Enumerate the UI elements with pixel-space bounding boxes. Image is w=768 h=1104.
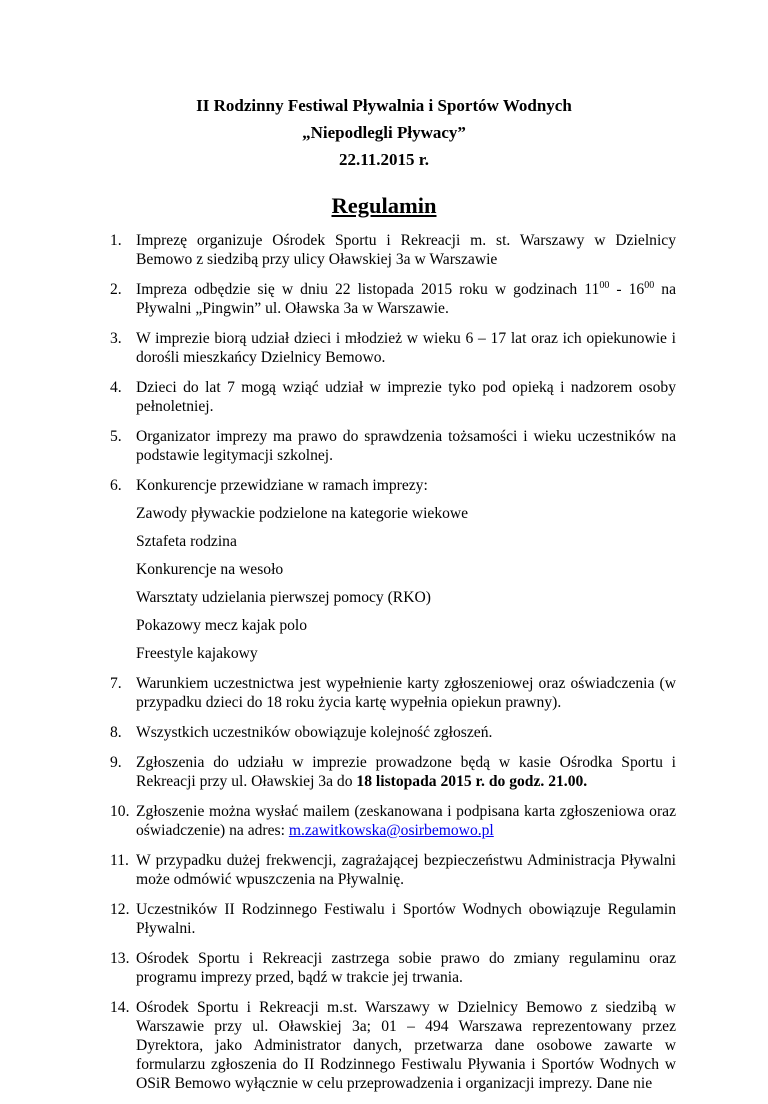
item-number: 2.	[110, 281, 122, 298]
item-number: 10.	[110, 803, 130, 820]
item-text: W imprezie biorą udział dzieci i młodzież w wieku 6 – 17 lat oraz ich opiekunowie i dorośli mieszkańcy Dzielnicy Bemowo.	[136, 330, 676, 366]
time-superscript: 00	[599, 279, 610, 291]
item-text: Organizator imprezy ma prawo do sprawdzenia tożsamości i wieku uczestników na podstawie legitymacji szkolnej.	[136, 428, 676, 464]
item-text: Ośrodek Sportu i Rekreacji m.st. Warszawy w Dzielnicy Bemowo z siedzibą w Warszawie przy ul. Oławskiej 3a; 01 – 494 Warszawa reprezentowany przez Dyrektora, jako Administrator danych, przetwarza dane osobowe zawarte w formularzu zgłoszenia do II Rodzinnego Festiwalu Pływania i Sportów Wodnych w OSiR Bemowo wyłącznie w celu przeprowadzenia i organizacji imprezy. Dane nie	[136, 999, 676, 1092]
list-item	[0, 900, 768, 938]
competition-item: Sztafeta rodzina	[136, 533, 237, 550]
list-item	[0, 753, 768, 791]
competition-item: Warsztaty udzielania pierwszej pomocy (RKO)	[136, 589, 431, 606]
list-item	[0, 378, 768, 416]
event-date: 22.11.2015 r.	[338, 150, 430, 169]
item-text-part: Impreza odbędzie się w dniu 22 listopada 2015 roku w godzinach 11	[136, 281, 600, 298]
item-text-part: Zgłoszenie można wysłać mailem (zeskanowana i podpisana karta zgłoszeniowa oraz oświadczenie) na adres:	[136, 803, 676, 839]
regulations-title: Regulamin	[331, 193, 437, 218]
competition-item: Konkurencje na wesoło	[136, 561, 284, 578]
deadline-text: 18 listopada 2015 r. do godz. 21.00.	[356, 773, 588, 790]
document-header	[0, 92, 768, 173]
competition-item: Zawody pływackie podzielone na kategorie wiekowe	[136, 505, 469, 522]
item-number: 3.	[110, 330, 122, 347]
item-number: 11.	[110, 852, 129, 869]
item-text-part: - 16	[609, 281, 645, 298]
item-text: Ośrodek Sportu i Rekreacji zastrzega sobie prawo do zmiany regulaminu oraz programu imprezy przed, bądź w trakcie jej trwania.	[136, 950, 676, 986]
item-text: Dzieci do lat 7 mogą wziąć udział w imprezie tyko pod opieką i nadzorem osoby pełnoletniej.	[136, 379, 676, 415]
item-text: Konkurencje przewidziane w ramach imprezy:	[136, 477, 428, 494]
list-item	[0, 329, 768, 367]
item-text-part: na Pływalni „Pingwin” ul. Oławska 3a w Warszawie.	[136, 281, 676, 317]
list-item	[0, 998, 768, 1093]
email-link[interactable]: m.zawitkowska@osirbemowo.pl	[288, 822, 494, 839]
event-subtitle: „Niepodlegli Pływacy”	[302, 123, 466, 142]
list-item	[0, 231, 768, 269]
item-text: Uczestników II Rodzinnego Festiwalu i Sportów Wodnych obowiązuje Regulamin Pływalni.	[136, 901, 676, 937]
list-item	[0, 723, 768, 742]
item-number: 12.	[110, 901, 130, 918]
regulations-list	[0, 231, 768, 1104]
list-item	[0, 280, 768, 318]
item-text: W przypadku dużej frekwencji, zagrażającej bezpieczeństwu Administracja Pływalni może odmówić wpuszczenia na Pływalnię.	[136, 852, 676, 888]
competition-item: Pokazowy mecz kajak polo	[136, 617, 308, 634]
item-number: 1.	[110, 232, 122, 249]
item-number: 6.	[110, 477, 122, 494]
list-item	[0, 427, 768, 465]
list-item	[0, 851, 768, 889]
list-item	[0, 476, 768, 663]
item-number: 9.	[110, 754, 122, 771]
item-number: 7.	[110, 675, 122, 692]
item-number: 5.	[110, 428, 122, 445]
item-text: Wszystkich uczestników obowiązuje kolejność zgłoszeń.	[136, 724, 493, 741]
item-text-part: Zgłoszenia do udziału w imprezie prowadzone będą w kasie Ośrodka Sportu i Rekreacji przy ul. Oławskiej 3a do	[136, 754, 676, 790]
list-item	[0, 802, 768, 840]
list-item	[0, 674, 768, 712]
competition-list	[136, 504, 676, 663]
item-number: 14.	[110, 999, 130, 1016]
event-title: II Rodzinny Festiwal Pływalnia i Sportów Wodnych	[196, 96, 572, 115]
item-number: 8.	[110, 724, 122, 741]
item-number: 4.	[110, 379, 122, 396]
time-superscript: 00	[644, 279, 655, 291]
item-number: 13.	[110, 950, 130, 967]
list-item	[0, 949, 768, 987]
item-text: Warunkiem uczestnictwa jest wypełnienie karty zgłoszeniowej oraz oświadczenia (w przypadku dzieci do 18 roku życia kartę wypełnia opiekun prawny).	[136, 675, 676, 711]
competition-item: Freestyle kajakowy	[136, 645, 258, 662]
item-text: Imprezę organizuje Ośrodek Sportu i Rekreacji m. st. Warszawy w Dzielnicy Bemowo z siedzibą przy ulicy Oławskiej 3a w Warszawie	[136, 232, 676, 268]
